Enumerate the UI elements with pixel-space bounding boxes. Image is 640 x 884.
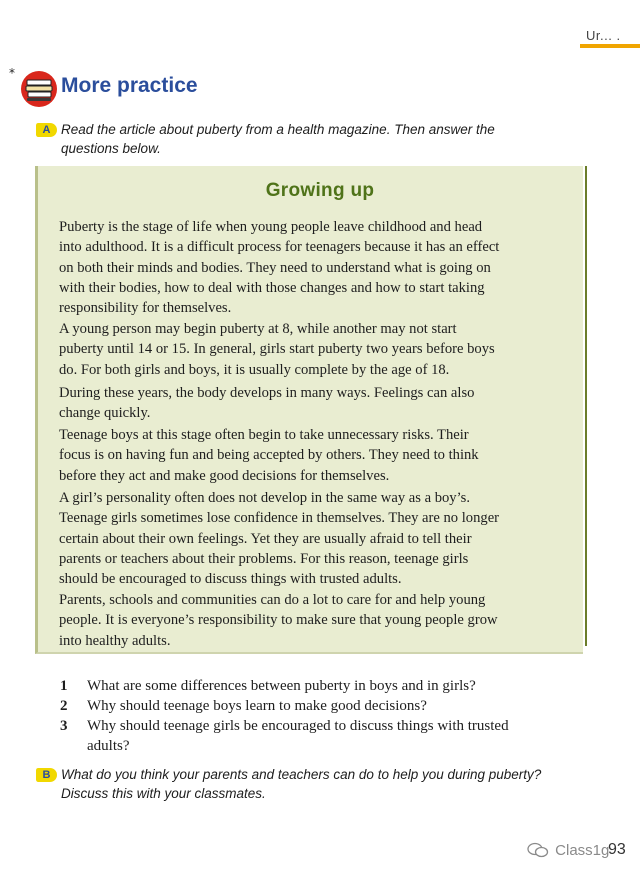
article-paragraph — [59, 217, 577, 318]
article-line: do. For both girls and boys, it is usually complete by the age of 18. — [59, 361, 450, 378]
article-line: change quickly. — [59, 405, 151, 422]
article-line: should be encouraged to discuss things with trusted adults. — [59, 571, 402, 588]
question-number: 2 — [60, 698, 68, 714]
watermark — [527, 842, 609, 859]
exercise-a-instruction-line1: Read the article about puberty from a health magazine. Then answer the — [61, 122, 495, 137]
article-line: on both their minds and bodies. They need to understand what is going on — [59, 259, 491, 276]
article-paragraph — [59, 319, 577, 380]
question-text — [87, 716, 597, 756]
article-line: Teenage girls sometimes lose confidence in themselves. They are no longer — [59, 510, 500, 527]
article-paragraph — [59, 383, 577, 424]
question-line: Why should teenage girls be encouraged to discuss things with trusted — [87, 718, 509, 734]
article-line: Puberty is the stage of life when young people leave childhood and head — [59, 219, 483, 235]
unit-tab-bar — [580, 44, 640, 48]
exercise-a-badge: A — [36, 123, 57, 137]
article-line: people. It is everyone’s responsibility to make sure that young people grow — [59, 612, 498, 629]
unit-tab-text: Ur... . — [586, 28, 621, 43]
article-line: certain about their own feelings. Yet they are usually afraid to tell their — [59, 530, 472, 547]
question-line: What are some differences between puberty in boys and in girls? — [87, 678, 476, 694]
question-number: 3 — [60, 718, 68, 734]
article-paragraph — [59, 488, 577, 589]
article-line: before they act and make good decisions for themselves. — [59, 467, 390, 484]
article-line: responsibility for themselves. — [59, 300, 232, 317]
page-number: 93 — [608, 841, 626, 858]
article-line: with their bodies, how to deal with those changes and how to start taking — [59, 279, 485, 296]
article-line: into healthy adults. — [59, 632, 171, 649]
question-text — [87, 696, 597, 716]
article-line: parents or teachers about their problems. For this reason, teenage girls — [59, 550, 469, 567]
article-line: focus is on having fun and being accepted by others. They need to think — [59, 447, 479, 464]
article-line: During these years, the body develops in many ways. Feelings can also — [59, 385, 475, 401]
article-paragraph — [59, 590, 577, 651]
article-side-rule — [585, 166, 587, 646]
article-title-text: Growing up — [265, 180, 375, 201]
article-title — [0, 180, 640, 202]
article-line: into adulthood. It is a difficult process for teenagers because it has an effect — [59, 239, 500, 256]
article-line: A young person may begin puberty at 8, while another may not start — [59, 321, 457, 337]
question-number: 1 — [60, 678, 68, 694]
article-line: Teenage boys at this stage often begin to take unnecessary risks. Their — [59, 427, 469, 443]
article-line: puberty until 14 or 15. In general, girls start puberty two years before boys — [59, 341, 495, 358]
question-line: Why should teenage boys learn to make good decisions? — [87, 698, 427, 714]
books-icon — [20, 70, 58, 108]
article-paragraph — [59, 425, 577, 486]
question-line: adults? — [87, 738, 130, 754]
star-marker: * — [9, 66, 15, 80]
exercise-b-badge: B — [36, 768, 57, 782]
article-line: A girl’s personality often does not develop in the same way as a boy’s. — [59, 490, 470, 506]
article-line: Parents, schools and communities can do a lot to care for and help young — [59, 592, 486, 608]
exercise-a-instruction-line2: questions below. — [61, 141, 161, 156]
question-text — [87, 676, 597, 696]
wechat-icon — [527, 842, 549, 858]
exercise-b-instruction-line2: Discuss this with your classmates. — [61, 786, 266, 801]
unit-tab — [580, 26, 640, 48]
section-heading: More practice — [61, 74, 198, 97]
watermark-text: Class1g — [555, 842, 610, 859]
exercise-b-instruction-line1: What do you think your parents and teachers can do to help you during puberty? — [61, 767, 542, 782]
